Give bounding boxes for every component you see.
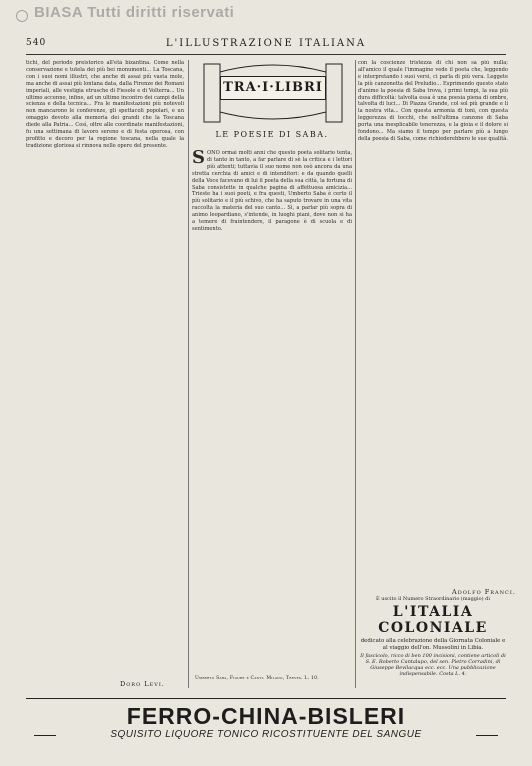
tra-libri-banner: TRA·I·LIBRI	[220, 76, 326, 100]
saba-review-text	[192, 150, 352, 680]
bisleri-slogan: SQUISITO LIQUORE TONICO RICOSTITUENTE DEL SANGUE	[110, 729, 422, 740]
watermark-logo-icon	[16, 10, 28, 22]
page-number: 540	[26, 38, 47, 48]
left-article-text: tichi, del periodo preistorico all'età bizantina. Come nella conservazione e tutela dei più bei monumenti... La Toscana, con i suoi nomi illustri, che anche di assai più vasta mole, ma anche di assai più lontana data, dalla Firenze dei Romani imperiali, alle vestigia etrusche di Fiesole e di Volterra... Un ultimo accenno, infine, ad un ultimo incontro dei campi della scienza e della tecnica... Fra le manifestazioni più notevoli non mancarono le conferenze, gli spettacoli popolari, e un omaggio devoto alla memoria dei grandi che la Toscana diede alla Patria... Così, oltre alle coordinate manifestazioni, fu una settimana di lavoro sereno e di festa operosa, con profitto e decoro per la regione toscana, nella quale la tradizione gloriosa si rinnova nelle opere del presente.	[26, 60, 184, 149]
right-article-text: con la coscienze tristezza di chi non sa più nulla; all'amico il quale l'immagine vede il poeta che, leggendo e interpretando i suoi versi, ci parla di più vera. Leggete la più canzonetta del Preludio... Esprimendo questo stato d'animo la poesia di Saba trova, i primi tempi, la sua più dura difficoltà: talvolta essa è una poesia piena di ombre, talvolta di luci... Di Piazza Grande, col sol più grande e li la nostra vita... Con questa armonia di toni, con questa leggerezza di tocchi, che nell'ultima canzone di Saba porta una inesplicabile tenerezza, e la gioia e il dolore si fondono... Ma siamo il tempo per parlare più a lungo della poesia di Saba, come richiederebbero le sue qualità.	[358, 60, 508, 142]
ferro-china-bisleri-ad	[26, 698, 506, 743]
header-rule	[26, 54, 506, 55]
book-citation: Umberto Saba, Figure e Canti. Milano, Treves. L. 10.	[195, 676, 319, 681]
magazine-title: L'ILLUSTRAZIONE ITALIANA	[165, 38, 367, 49]
column-divider	[188, 60, 189, 688]
bisleri-title: FERRO-CHINA-BISLERI	[126, 703, 406, 729]
bisleri-rule-right	[476, 735, 498, 736]
watermark-text: BIASA Tutti diritti riservati	[34, 4, 235, 21]
saba-review-body: ONO ormai molti anni che questo poeta solitario tenta, di tanto in tanto, a far parlare di sè la critica e i lettori più attenti; tuttavia il suo nome non osò ancora da una stretta cerchia di amici e di intenditori: e da quando quelli della Voce facevano di lui il poeta della sua città, la fortuna di Saba consistette in qualche pagina di affettuosa amicizia... Trieste ha i suoi poeti, e fra questi, Umberto Saba è certo il più solitario e il più schivo, che ha saputo trovare in una vita raccolta la materia del suo canto... Sì, a parlar più sopra di animo leopardiano, s'intende, in luoghi piani, dove non si ha a temere di fraintendere, il paragone è di scuola e di sentimento.	[192, 150, 352, 232]
italia-coloniale-ad	[358, 596, 508, 692]
dropcap: S	[192, 150, 205, 168]
tra-libri-vignette	[200, 62, 346, 124]
ad-colonial-top-line: È uscito il Numero Straordinario (maggio) di	[376, 596, 490, 602]
ad-colonial-title: L'ITALIA COLONIALE	[378, 604, 488, 636]
right-signature: Adolfo Franci.	[452, 588, 516, 596]
left-signature: Doro Levi.	[120, 680, 165, 688]
section-title: LE POESIE DI SABA.	[215, 130, 329, 139]
page-header	[26, 38, 506, 52]
ad-colonial-body: dedicato alla celebrazione della Giornata Coloniale e al viaggio dell'on. Mussolini in Libia.	[360, 638, 506, 651]
ad-colonial-note: Il fascicolo, ricco di ben 100 incisioni, contiene articoli di S. E. Roberto Cantalupo, del sen. Pietro Corradini, di Giuseppe Bevilacqua ecc. ecc. Una pubblicazione indispensabile. Costa L. 4.	[360, 653, 506, 677]
column-divider	[355, 60, 356, 688]
